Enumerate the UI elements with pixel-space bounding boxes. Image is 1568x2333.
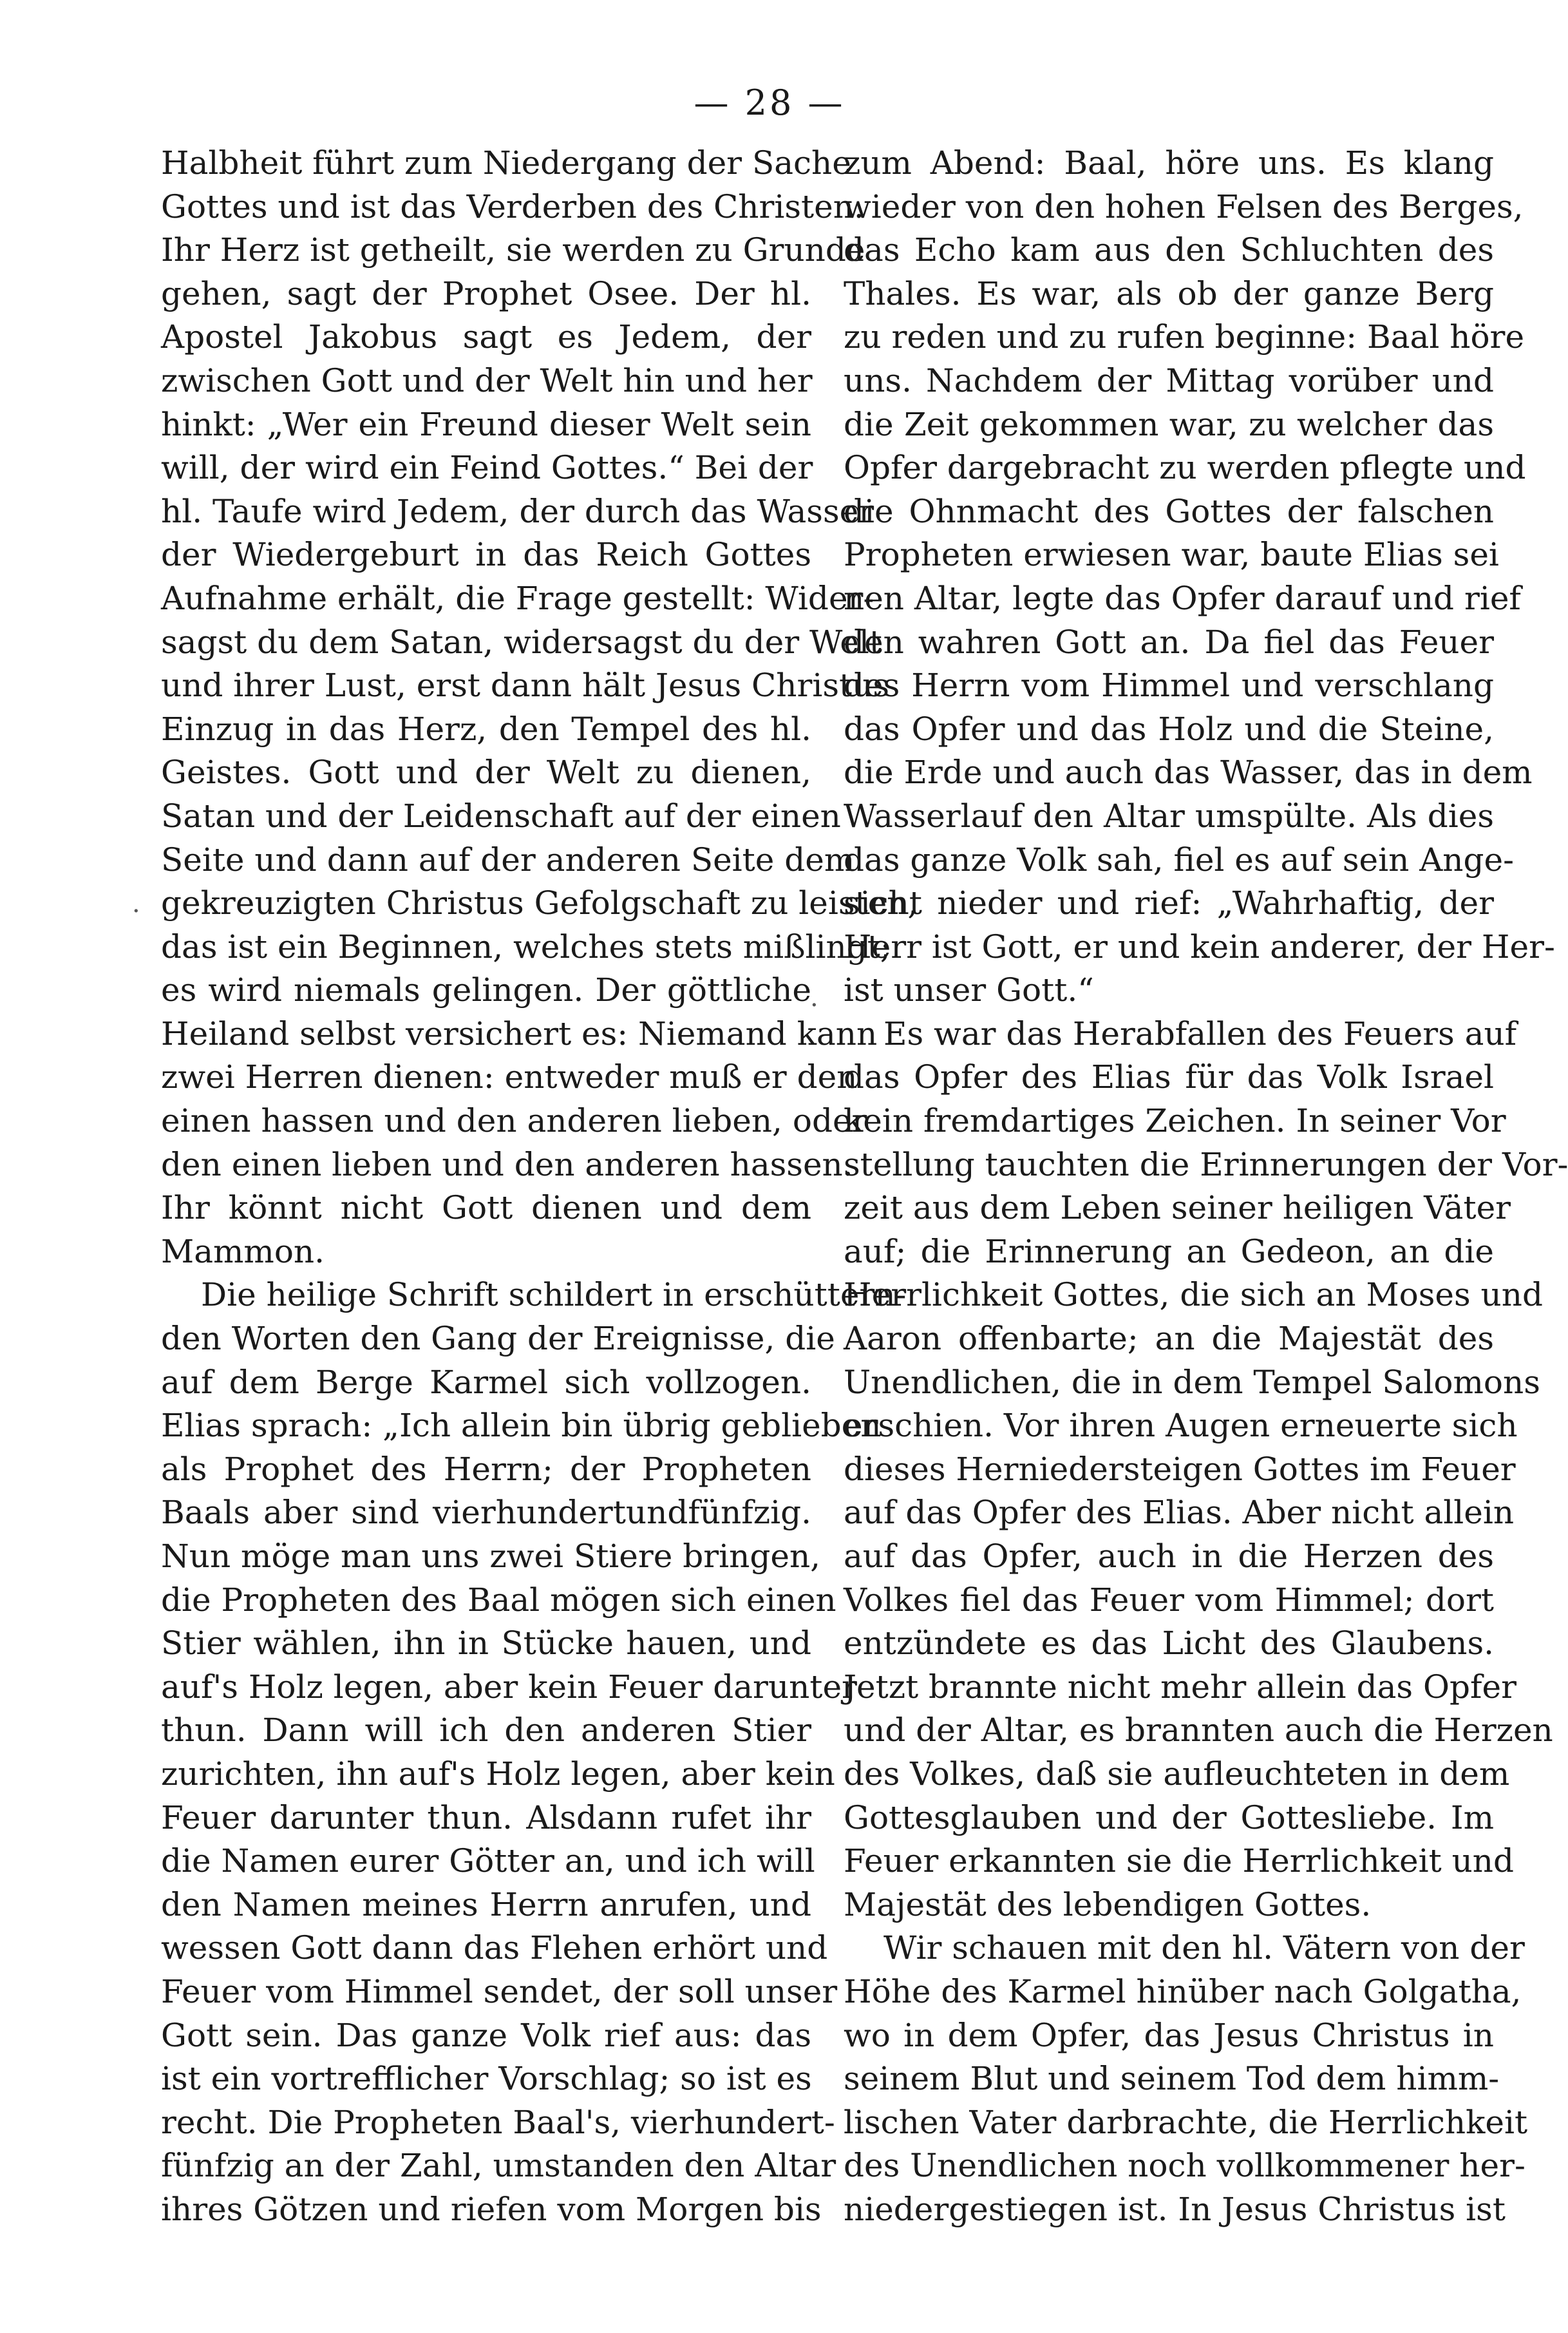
text-line: entzündete es das Licht des Glaubens. [844,1624,1494,1662]
text-line: niedergestiegen ist. In Jesus Christus ist [844,2190,1506,2228]
text-line: die Propheten des Baal mögen sich einen [161,1581,836,1619]
text-line: recht. Die Propheten Baal's, vierhundert- [161,2103,835,2141]
text-line: fünfzig an der Zahl, umstanden den Altar [161,2147,836,2185]
text-line: nen Altar, legte das Opfer darauf und rief [844,579,1521,617]
text-line: auf das Opfer, auch in die Herzen des [844,1538,1494,1575]
text-line: es wird niemals gelingen. Der göttliche [161,971,811,1009]
text-line: Heiland selbst versichert es: Niemand kann [161,1014,878,1052]
text-line: stellung tauchten die Erinnerungen der Vor- [844,1145,1568,1183]
stray-mark-left: · [132,897,140,926]
text-line: will, der wird ein Feind Gottes.“ Bei der [161,449,813,487]
text-line: Feuer darunter thun. Alsdann rufet ihr [161,1798,811,1836]
text-line: erschien. Vor ihren Augen erneuerte sich [844,1407,1518,1445]
text-line: sicht nieder und rief: „Wahrhaftig, der [844,884,1494,922]
text-line: Feuer vom Himmel sendet, der soll unser [161,1972,838,2010]
text-line: als Prophet des Herrn; der Propheten [161,1450,811,1488]
text-line: wo in dem Opfer, das Jesus Christus in [844,2016,1494,2054]
text-line: gehen, sagt der Prophet Osee. Der hl. [161,274,811,312]
text-line: und ihrer Lust, erst dann hält Jesus Christus [161,667,889,705]
text-line: die Namen eurer Götter an, und ich will [161,1842,815,1880]
text-line: Satan und der Leidenschaft auf der einen [161,797,841,835]
text-line: Halbheit führt zum Niedergang der Sache [161,144,851,182]
text-line: den einen lieben und den anderen hassen. [161,1145,853,1183]
text-line: Gottesglauben und der Gottesliebe. Im [844,1798,1494,1836]
text-line: auf das Opfer des Elias. Aber nicht allein [844,1494,1515,1532]
text-line: die Zeit gekommen war, zu welcher das [844,405,1494,443]
text-line: das Opfer und das Holz und die Steine, [844,710,1494,748]
text-line: Mammon. [161,1232,325,1270]
text-line: ihres Götzen und riefen vom Morgen bis [161,2190,822,2228]
text-line: zeit aus dem Leben seiner heiligen Väter [844,1189,1511,1227]
text-line: des Unendlichen noch vollkommener her- [844,2147,1525,2185]
text-line: Die heilige Schrift schildert in erschüttern- [201,1276,907,1314]
text-line: uns. Nachdem der Mittag vorüber und [844,361,1494,399]
text-line: das ganze Volk sah, fiel es auf sein Ange- [844,841,1514,879]
text-line: Gott sein. Das ganze Volk rief aus: das [161,2016,811,2054]
text-line: Ihr könnt nicht Gott dienen und dem [161,1189,811,1227]
text-line: zum Abend: Baal, höre uns. Es klang [844,144,1494,182]
text-line: Aufnahme erhält, die Frage gestellt: Wider- [161,579,874,617]
text-line: Einzug in das Herz, den Tempel des hl. [161,710,811,748]
text-line: einen hassen und den anderen lieben, oder [161,1102,867,1140]
text-line: auf; die Erinnerung an Gedeon, an die [844,1232,1494,1270]
text-line: Elias sprach: „Ich allein bin übrig geblieben [161,1407,882,1445]
text-line: und der Altar, es brannten auch die Herzen [844,1711,1553,1749]
text-line: Aaron offenbarte; an die Majestät des [844,1320,1494,1358]
text-line: seinem Blut und seinem Tod dem himm- [844,2060,1500,2098]
text-line: sagst du dem Satan, widersagst du der Welt [161,623,882,661]
text-line: Majestät des lebendigen Gottes. [844,1885,1372,1923]
text-line: Ihr Herz ist getheilt, sie werden zu Grunde [161,231,865,269]
text-line: zu reden und zu rufen beginne: Baal höre [844,318,1525,356]
text-line: Opfer dargebracht zu werden pflegte und [844,449,1526,487]
text-line: Herrlichkeit Gottes, die sich an Moses und [844,1276,1543,1314]
text-line: Feuer erkannten sie die Herrlichkeit und [844,1842,1514,1880]
text-line: hl. Taufe wird Jedem, der durch das Wasser [161,492,874,530]
page-number: — 28 — [694,82,845,123]
right-column [844,142,1568,2232]
text-line: die Erde und auch das Wasser, das in dem [844,754,1533,792]
text-line: auf dem Berge Karmel sich vollzogen. [161,1363,811,1401]
text-line: den Worten den Gang der Ereignisse, die [161,1320,835,1358]
left-column [161,142,918,2232]
text-line: der Wiedergeburt in das Reich Gottes [161,536,811,574]
text-line: kein fremdartiges Zeichen. In seiner Vor [844,1102,1506,1140]
text-line: lischen Vater darbrachte, die Herrlichkeit [844,2103,1528,2141]
text-line: Jetzt brannte nicht mehr allein das Opfer [844,1668,1516,1706]
text-line: Höhe des Karmel hinüber nach Golgatha, [844,1972,1522,2010]
text-line: Seite und dann auf der anderen Seite dem [161,841,855,879]
text-line: Unendlichen, die in dem Tempel Salomons [844,1363,1540,1401]
text-line: Wasserlauf den Altar umspülte. Als dies [844,797,1494,835]
text-line: hinkt: „Wer ein Freund dieser Welt sein [161,405,811,443]
text-line: Nun möge man uns zwei Stiere bringen, [161,1538,821,1575]
text-line: thun. Dann will ich den anderen Stier [161,1711,811,1749]
text-line: Gottes und ist das Verderben des Christen. [161,187,864,225]
text-line: das Echo kam aus den Schluchten des [844,231,1494,269]
text-line: Apostel Jakobus sagt es Jedem, der [161,318,811,356]
text-line: Stier wählen, ihn in Stücke hauen, und [161,1624,811,1662]
text-line: die Ohnmacht des Gottes der falschen [844,492,1494,530]
text-line: ist unser Gott.“ [844,971,1094,1009]
text-line: auf's Holz legen, aber kein Feuer darunter [161,1668,857,1706]
text-line: Baals aber sind vierhundertundfünfzig. [161,1494,811,1532]
text-line: wessen Gott dann das Flehen erhört und [161,1929,828,1967]
text-line: Volkes fiel das Feuer vom Himmel; dort [844,1581,1494,1619]
text-line: Thales. Es war, als ob der ganze Berg [844,274,1494,312]
text-line: gekreuzigten Christus Gefolgschaft zu leisten, [161,884,918,922]
stray-mark-center: . [810,983,818,1013]
text-line: zwischen Gott und der Welt hin und her [161,361,813,399]
text-line: das Opfer des Elias für das Volk Israel [844,1058,1494,1096]
text-line: das ist ein Beginnen, welches stets mißlingt; [161,928,891,966]
text-line: den wahren Gott an. Da fiel das Feuer [844,623,1494,661]
text-line: zurichten, ihn auf's Holz legen, aber kein [161,1755,835,1793]
text-line: Es war das Herabfallen des Feuers auf [883,1014,1517,1052]
text-line: Geistes. Gott und der Welt zu dienen, [161,754,811,792]
text-line: wieder von den hohen Felsen des Berges, [844,187,1524,225]
text-line: Propheten erwiesen war, baute Elias sei [844,536,1499,574]
text-line: Herr ist Gott, er und kein anderer, der Her- [844,928,1555,966]
text-line: des Volkes, daß sie aufleuchteten in dem [844,1755,1510,1793]
text-line: den Namen meines Herrn anrufen, und [161,1885,811,1923]
text-line: des Herrn vom Himmel und verschlang [844,667,1494,705]
text-line: Wir schauen mit den hl. Vätern von der [883,1929,1525,1967]
text-line: ist ein vortrefflicher Vorschlag; so ist es [161,2060,812,2098]
text-line: zwei Herren dienen: entweder muß er den [161,1058,858,1096]
text-line: dieses Herniedersteigen Gottes im Feuer [844,1450,1516,1488]
